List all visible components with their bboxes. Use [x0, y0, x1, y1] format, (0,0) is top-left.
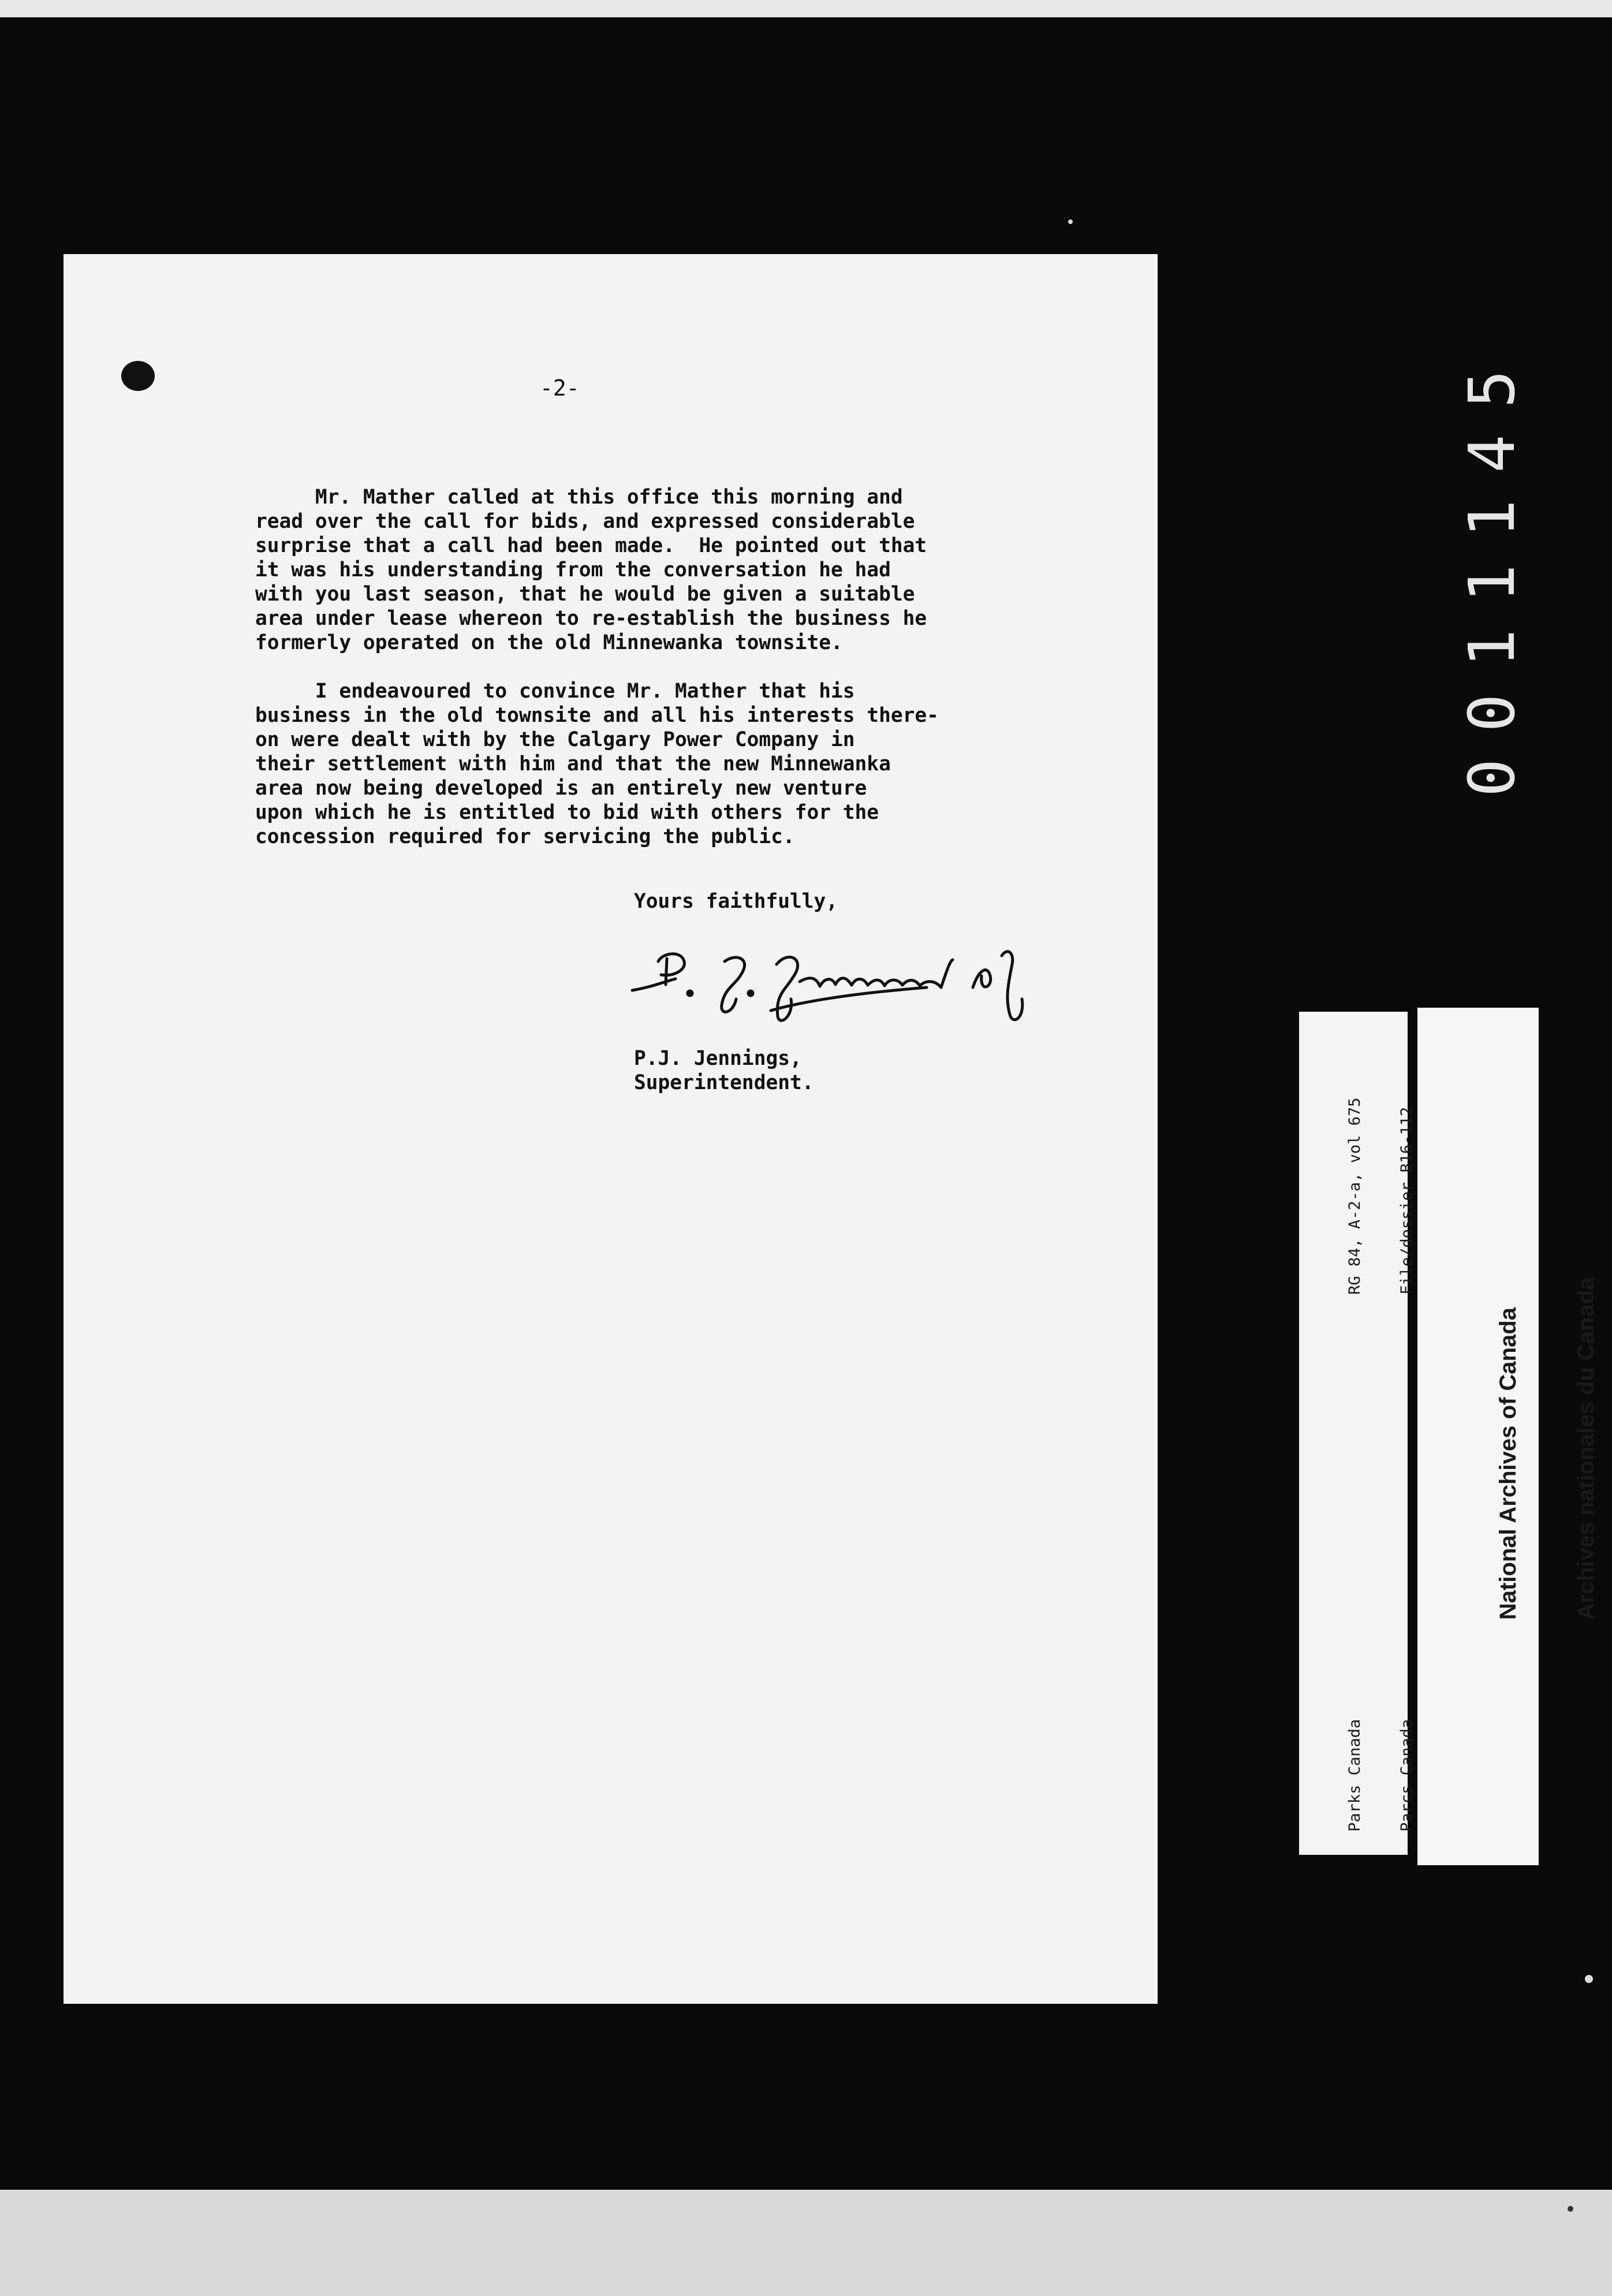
reference-line: File/dossier B16-112	[1398, 1106, 1416, 1295]
ink-blot	[121, 361, 155, 391]
text-line: formerly operated on the old Minnewanka townsite.	[255, 631, 843, 654]
reference-line: RG 84, A-2-a, vol 675	[1346, 1097, 1364, 1295]
film-speck	[1568, 2206, 1573, 2212]
text-line: business in the old townsite and all his interests there-	[255, 704, 939, 727]
film-frame-number	[1443, 243, 1529, 808]
text-line: with you last season, that he would be given a suitable	[255, 583, 915, 606]
film-edge-bottom	[0, 2190, 1612, 2296]
text-line: area now being developed is an entirely new venture	[255, 777, 867, 800]
text-line: on were dealt with by the Calgary Power Company in	[255, 728, 855, 751]
letter-body	[255, 485, 1098, 873]
closing: Yours faithfully,	[634, 890, 838, 913]
text-line: their settlement with him and that the new Minnewanka	[255, 752, 891, 776]
frame-number-text: 0011145	[1455, 343, 1529, 797]
archive-reference-label	[1299, 1012, 1416, 1855]
text-line: read over the call for bids, and expressed considerable	[255, 510, 915, 533]
institution-name-en: National Archives of Canada	[1495, 1307, 1521, 1620]
page-number: -2-	[540, 375, 580, 401]
text-line: I endeavoured to convince Mr. Mather that his	[255, 680, 855, 703]
signer-block	[634, 1046, 814, 1095]
text-line: Mr. Mather called at this office this morning and	[255, 486, 903, 509]
film-speck	[1068, 219, 1073, 224]
text-line: concession required for servicing the public.	[255, 825, 795, 848]
institution-block	[1443, 1277, 1612, 1620]
paragraph-1	[255, 485, 1098, 655]
text-line: it was his understanding from the conversation he had	[255, 558, 891, 582]
institution-name-fr: Archives nationales du Canada	[1573, 1277, 1599, 1620]
film-speck	[1585, 1975, 1593, 1983]
film-edge-top	[0, 0, 1612, 17]
text-line: surprise that a call had been made. He pointed out that	[255, 534, 927, 557]
text-line: upon which he is entitled to bid with others for the	[255, 801, 879, 824]
signer-title: Superintendent.	[634, 1071, 814, 1094]
department-line: Parcs Canada	[1398, 1719, 1416, 1832]
handwritten-signature	[626, 930, 1057, 1031]
archives-institution-label	[1417, 1008, 1599, 1865]
text-line: area under lease whereon to re-establish the business he	[255, 607, 927, 630]
department-line: Parks Canada	[1346, 1719, 1364, 1832]
signer-name: P.J. Jennings,	[634, 1047, 802, 1070]
paragraph-2	[255, 679, 1098, 849]
